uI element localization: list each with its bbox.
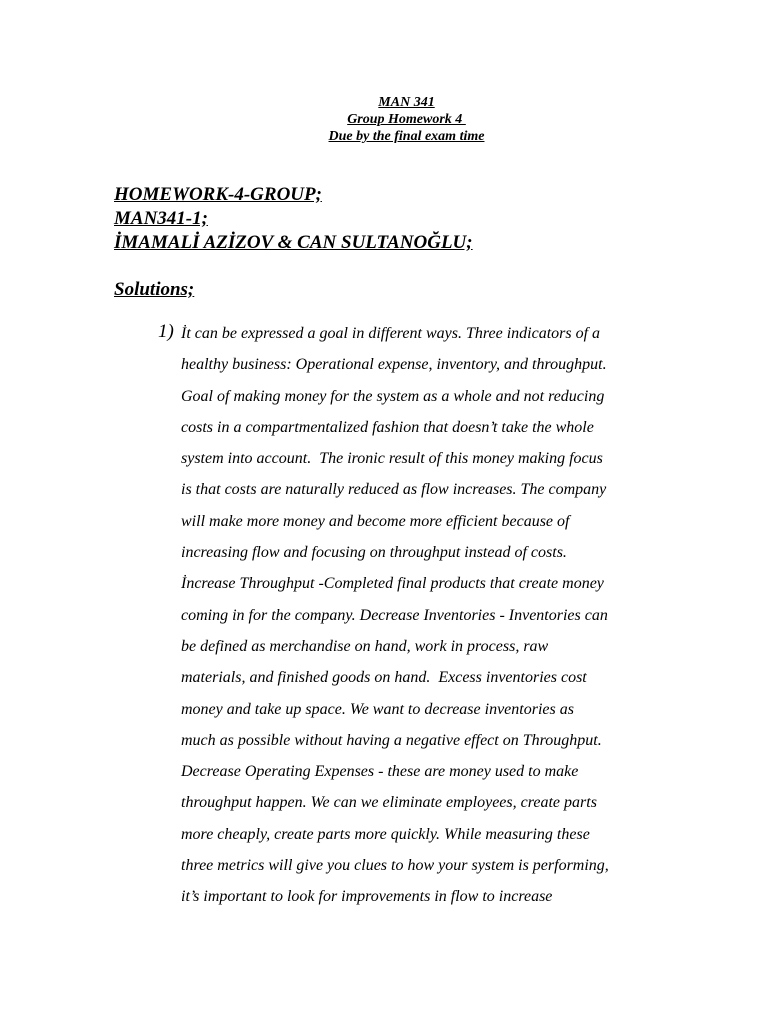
answer-line: throughput happen. We can we eliminate employees, create parts xyxy=(181,794,597,812)
answer-line: materials, and finished goods on hand. Excess inventories cost xyxy=(181,669,587,687)
homework-title: HOMEWORK-4-GROUP; xyxy=(114,184,322,205)
answer-line: İt can be expressed a goal in different ways. Three indicators of a xyxy=(181,325,601,342)
answer-line: more cheaply, create parts more quickly. While measuring these xyxy=(181,825,590,843)
answer-line: will make more money and become more efficient because of xyxy=(181,512,570,530)
answer-line: system into account. The ironic result of this money making focus xyxy=(181,450,603,468)
answer-line: Goal of making money for the system as a whole and not reducing xyxy=(181,387,605,405)
due-date: Due by the final exam time xyxy=(328,129,485,144)
title-block xyxy=(114,183,473,255)
author-names: İMAMALİ AZİZOV & CAN SULTANOĞLU; xyxy=(114,232,473,253)
course-code: MAN 341 xyxy=(378,95,435,110)
list-item-number: 1) xyxy=(158,321,174,342)
document-header xyxy=(0,94,768,145)
answer-line: coming in for the company. Decrease Inventories - Inventories can xyxy=(181,606,608,624)
answer-line: money and take up space. We want to decrease inventories as xyxy=(181,700,574,718)
answer-line: be defined as merchandise on hand, work in process, raw xyxy=(181,637,549,655)
assignment-title: Group Homework 4 xyxy=(347,112,466,127)
answer-line: healthy business: Operational expense, inventory, and throughput. xyxy=(181,356,607,374)
answer-line: much as possible without having a negative effect on Throughput. xyxy=(181,731,602,749)
answer-line: İncrease Throughput -Completed final products that create money xyxy=(181,575,604,593)
answer-line: is that costs are naturally reduced as flow increases. The company xyxy=(181,481,607,499)
answer-line: costs in a compartmentalized fashion that doesn’t take the whole xyxy=(181,418,594,436)
solutions-heading: Solutions; xyxy=(114,279,195,300)
answer-line: Decrease Operating Expenses - these are money used to make xyxy=(181,763,579,781)
answer-line: three metrics will give you clues to how your system is performing, xyxy=(181,857,609,875)
answer-line: increasing flow and focusing on throughput instead of costs. xyxy=(181,544,567,562)
section-code: MAN341-1; xyxy=(114,208,208,229)
answer-line: it’s important to look for improvements in flow to increase xyxy=(181,888,553,906)
answer-paragraph xyxy=(181,318,661,913)
